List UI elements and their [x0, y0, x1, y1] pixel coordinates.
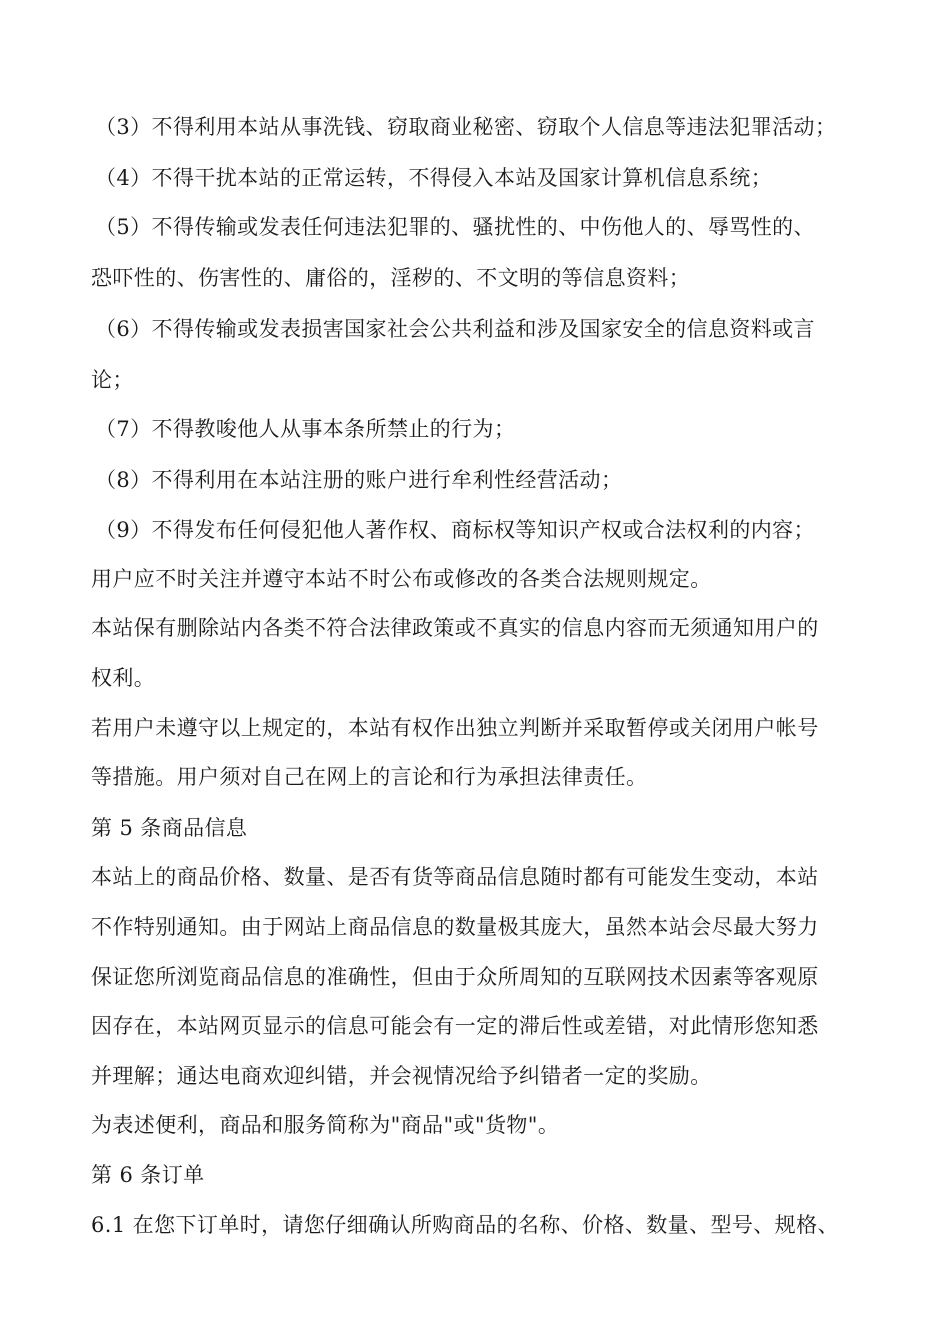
text-line: 用户应不时关注并遵守本站不时公布或修改的各类合法规则规定。: [91, 567, 712, 591]
text-line: （3）不得利用本站从事洗钱、窃取商业秘密、窃取个人信息等违法犯罪活动；: [95, 115, 837, 139]
text-line: （5）不得传输或发表任何违法犯罪的、骚扰性的、中伤他人的、辱骂性的、: [95, 215, 815, 239]
text-line: 若用户未遵守以上规定的，本站有权作出独立判断并采取暂停或关闭用户帐号: [91, 716, 819, 740]
text-line: 并理解；通达电商欢迎纠错，并会视情况给予纠错者一定的奖励。: [91, 1064, 712, 1088]
text-line: 本站上的商品价格、数量、是否有货等商品信息随时都有可能发生变动，本站: [91, 865, 819, 889]
text-line: 6.1 在您下订单时，请您仔细确认所购商品的名称、价格、数量、型号、规格、: [91, 1213, 839, 1237]
text-line: （7）不得教唆他人从事本条所禁止的行为；: [95, 417, 516, 441]
text-line: （8）不得利用在本站注册的账户进行牟利性经营活动；: [95, 468, 623, 492]
text-line: 论；: [91, 368, 134, 392]
text-line: 本站保有删除站内各类不符合法律政策或不真实的信息内容而无须通知用户的: [91, 616, 819, 640]
text-line: 不作特别通知。由于网站上商品信息的数量极其庞大，虽然本站会尽最大努力: [91, 915, 819, 939]
section-heading: 第 6 条订单: [91, 1163, 205, 1187]
text-line: （9）不得发布任何侵犯他人著作权、商标权等知识产权或合法权利的内容；: [95, 518, 815, 542]
text-line: 为表述便利，商品和服务简称为"商品"或"货物"。: [91, 1113, 560, 1137]
text-line: 保证您所浏览商品信息的准确性，但由于众所周知的互联网技术因素等客观原: [91, 965, 819, 989]
section-heading: 第 5 条商品信息: [91, 816, 248, 840]
text-line: （4）不得干扰本站的正常运转，不得侵入本站及国家计算机信息系统；: [95, 166, 773, 190]
text-line: 因存在，本站网页显示的信息可能会有一定的滞后性或差错，对此情形您知悉: [91, 1014, 819, 1038]
text-line: （6）不得传输或发表损害国家社会公共利益和涉及国家安全的信息资料或言: [95, 317, 815, 341]
text-line: 恐吓性的、伤害性的、庸俗的，淫秽的、不文明的等信息资料；: [91, 266, 691, 290]
text-line: 权利。: [91, 666, 156, 690]
text-line: 等措施。用户须对自己在网上的言论和行为承担法律责任。: [91, 765, 648, 789]
